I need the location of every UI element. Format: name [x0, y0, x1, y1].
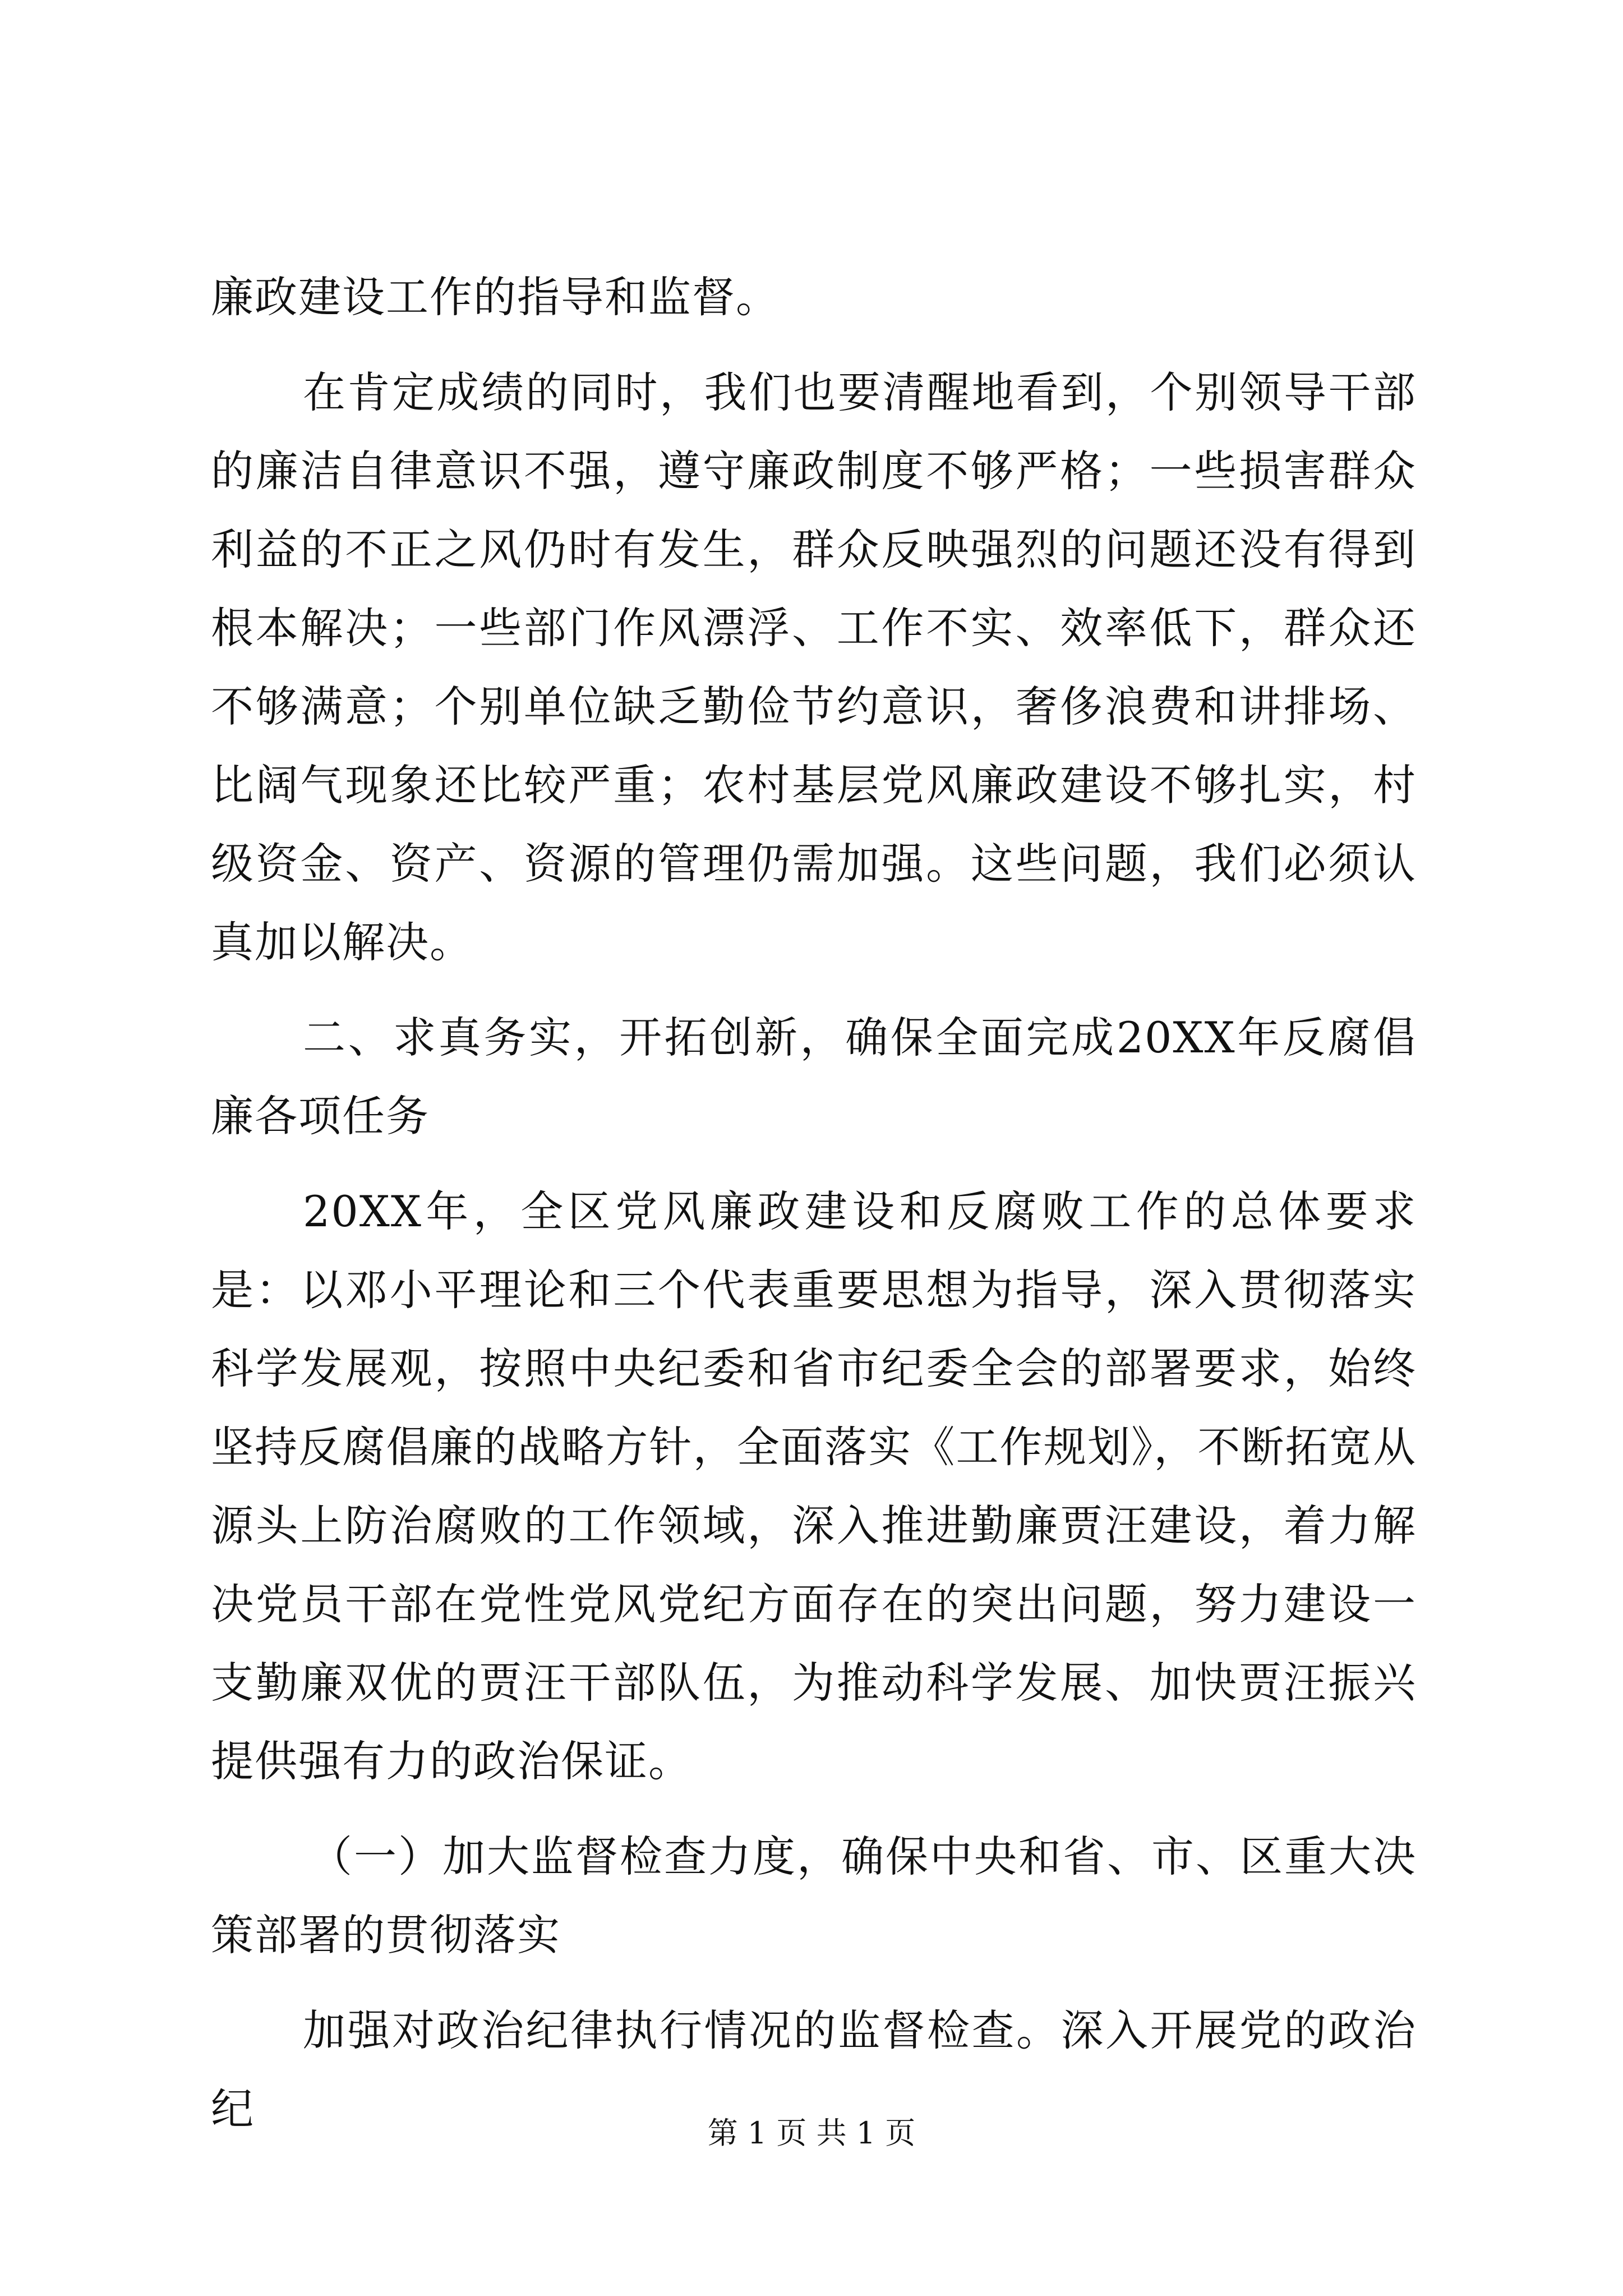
- subsection-heading-1: （一）加大监督检查力度，确保中央和省、市、区重大决策部署的贯彻落实: [211, 1832, 1417, 1960]
- section-heading-2: 二、求真务实，开拓创新，确保全面完成20XX年反腐倡廉各项任务: [211, 1013, 1417, 1141]
- document-body: [211, 258, 1417, 2148]
- paragraph-problems: 在肯定成绩的同时，我们也要清醒地看到，个别领导干部的廉洁自律意识不强，遵守廉政制度不够严格；一些损害群众利益的不正之风仍时有发生，群众反映强烈的问题还没有得到根本解决；一些部门作风漂浮、工作不实、效率低下，群众还不够满意；个别单位缺乏勤俭节约意识，奢侈浪费和讲排场、比阔气现象还比较严重；农村基层党风廉政建设不够扎实，村级资金、资产、资源的管理仍需加强。这些问题，我们必须认真加以解决。: [211, 367, 1417, 967]
- paragraph-continuation: 廉政建设工作的指导和监督。: [211, 272, 780, 322]
- page-footer: 第 1 页 共 1 页: [707, 2115, 916, 2151]
- paragraph-overall-requirements: 20XX年，全区党风廉政建设和反腐败工作的总体要求是：以邓小平理论和三个代表重要思想为指导，深入贯彻落实科学发展观，按照中央纪委和省市纪委全会的部署要求，始终坚持反腐倡廉的战略方针，全面落实《工作规划》，不断拓宽从源头上防治腐败的工作领域，深入推进勤廉贾汪建设，着力解决党员干部在党性党风党纪方面存在的突出问题，努力建设一支勤廉双优的贾汪干部队伍，为推动科学发展、加快贾汪振兴提供强有力的政治保证。: [211, 1186, 1417, 1786]
- paragraph-political-discipline: 加强对政治纪律执行情况的监督检查。深入开展党的政治纪: [211, 2005, 1417, 2134]
